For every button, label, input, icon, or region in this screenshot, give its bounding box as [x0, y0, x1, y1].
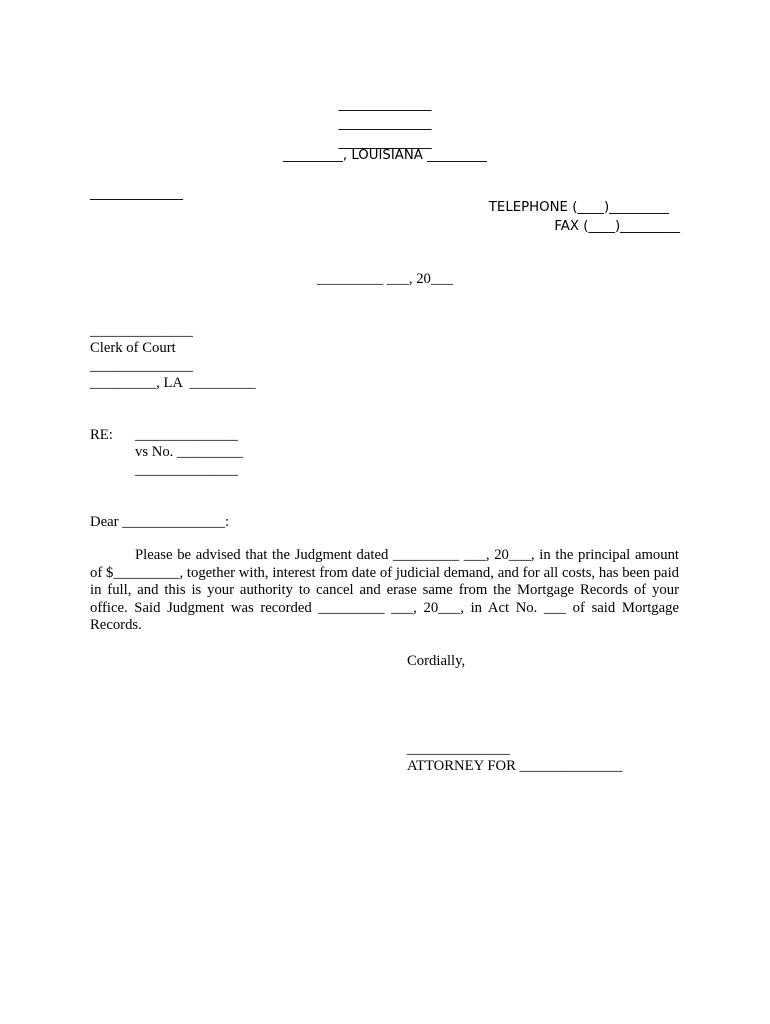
date-line: _________ ___, 20___: [317, 271, 453, 287]
recipient-city-line: _________, LA _________: [90, 375, 256, 391]
letterhead-line-3: ______________: [338, 135, 432, 150]
letterhead-left-line: ______________: [90, 186, 184, 201]
signature-title: ATTORNEY FOR ______________: [407, 758, 623, 774]
recipient-name-line: ______________: [90, 323, 193, 339]
salutation: Dear ______________:: [90, 514, 230, 530]
letterhead-line-1: ______________: [338, 97, 432, 112]
recipient-address-line: ______________: [90, 358, 193, 374]
re-line-1: ______________: [135, 427, 238, 443]
body-paragraph: Please be advised that the Judgment dated _________ ___, 20___, in the principal amount of $_________, together with, interest from date of judicial demand, and for all costs, has been paid in full, and this is your authority to cancel and erase same from the Mortgage Records of your office. Said Judgment was recorded _________ ___, 20___, in Act No. ___ of said Mortgage Records.: [90, 547, 679, 634]
closing: Cordially,: [407, 653, 466, 669]
letterhead-city-state: _________, LOUISIANA _________: [283, 148, 487, 163]
recipient-title: Clerk of Court: [90, 340, 176, 356]
re-line-3: ______________: [135, 462, 238, 478]
letterhead-line-2: ______________: [338, 116, 432, 131]
letterhead-fax: FAX (____)_________: [554, 219, 680, 234]
letterhead-telephone: TELEPHONE (____)_________: [488, 200, 669, 215]
re-label: RE:: [90, 427, 113, 443]
signature-line: ______________: [407, 741, 510, 757]
re-line-2: vs No. _________: [135, 444, 244, 460]
